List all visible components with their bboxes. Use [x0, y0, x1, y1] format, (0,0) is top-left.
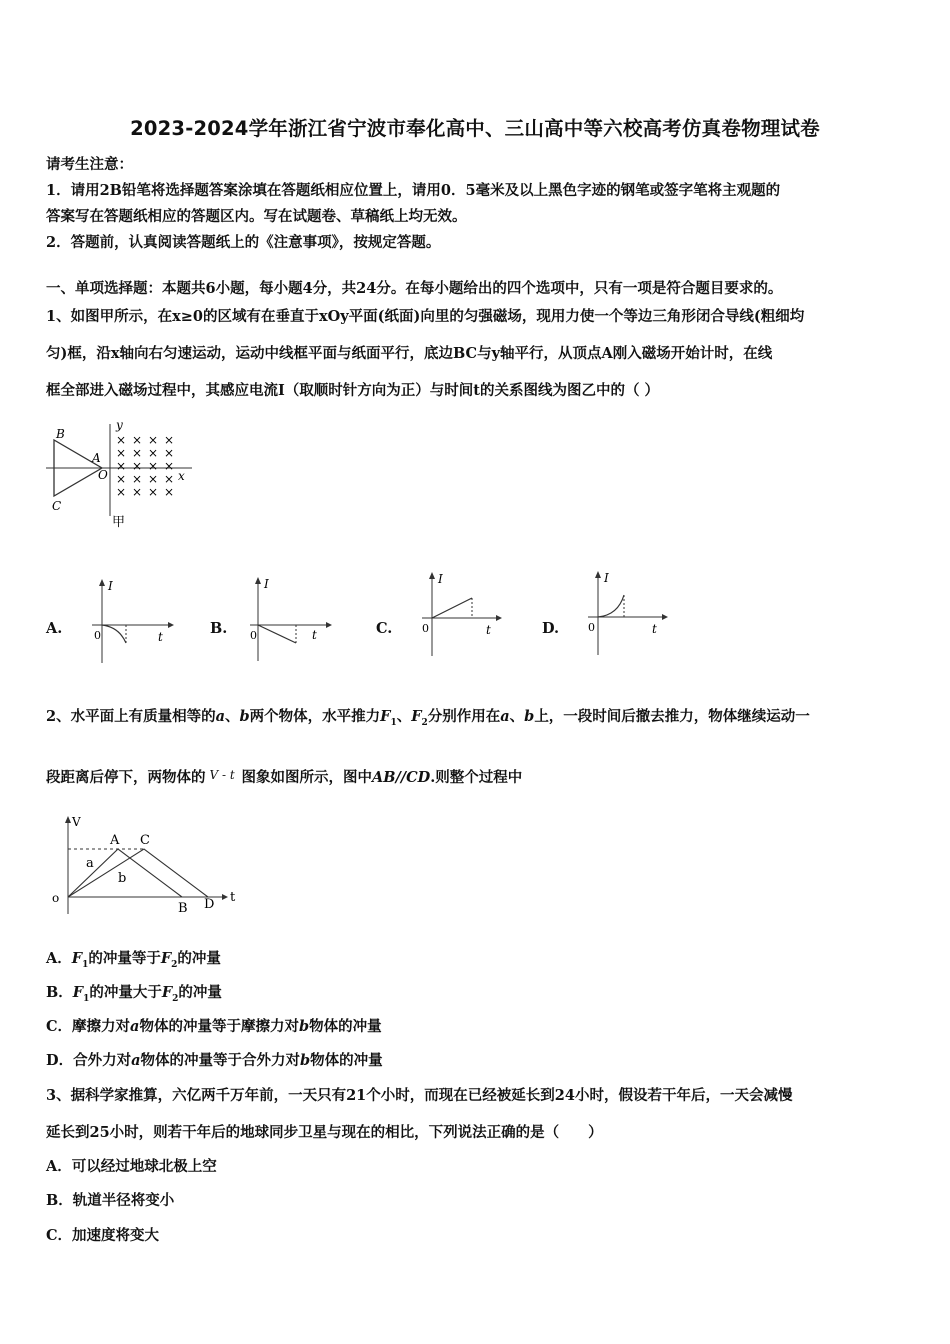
field-cross: ×: [164, 472, 175, 486]
field-cross: ×: [164, 485, 175, 499]
q1-option-c-label: C.: [376, 620, 393, 637]
svg-text:A: A: [110, 833, 120, 848]
field-cross: ×: [148, 459, 159, 473]
q3-option-c: C．加速度将变大: [46, 1227, 160, 1244]
notice-header: 请考生注意：: [46, 156, 133, 173]
q2-line-1: 2、水平面上有质量相等的a、b两个物体，水平推力$F_1$、$F_2$分别作用在a、b上，一段时间后撤去推力，物体继续运动一: [46, 708, 810, 728]
q1-line-3: 框全部进入磁场过程中，其感应电流I（取顺时针方向为正）与时间t的关系图线为图乙中的（ ）: [46, 382, 660, 399]
q1-option-d-graph: [580, 569, 670, 659]
svg-text:C: C: [140, 833, 150, 848]
q1-line-1: 1、如图甲所示，在x≥0的区域有在垂直于xOy平面(纸面)向里的匀强磁场，现用力使一个等边三角形闭合导线(粗细均: [46, 308, 805, 325]
field-cross: ×: [116, 485, 127, 499]
field-cross: ×: [132, 446, 143, 460]
field-cross: ×: [148, 433, 159, 447]
field-cross: ×: [148, 446, 159, 460]
section-heading: 一、单项选择题：本题共6小题，每小题4分，共24分。在每小题给出的四个选项中，只有一项是符合题目要求的。: [46, 280, 783, 297]
q1-figure-jia: [44, 418, 194, 533]
figure-caption: 甲: [112, 515, 126, 530]
svg-text:0: 0: [250, 629, 257, 642]
label-y: y: [116, 418, 123, 432]
svg-text:I: I: [108, 579, 113, 593]
field-cross: ×: [132, 433, 143, 447]
q3-option-a: A．可以经过地球北极上空: [46, 1158, 217, 1175]
notice-line-2: 答案写在答题纸相应的答题区内。写在试题卷、草稿纸上均无效。: [46, 208, 467, 225]
svg-text:D: D: [204, 897, 215, 912]
svg-text:a: a: [86, 856, 94, 871]
svg-text:0: 0: [588, 621, 595, 634]
field-cross: ×: [148, 472, 159, 486]
svg-text:B: B: [178, 901, 188, 916]
label-c: C: [52, 499, 62, 513]
q1-option-a-graph: [86, 577, 176, 667]
notice-line-1: 1．请用2B铅笔将选择题答案涂填在答题纸相应位置上，请用0．5毫米及以上黑色字迹的钢笔或签字笔将主观题的: [46, 182, 781, 199]
svg-text:I: I: [604, 571, 609, 585]
notice-line-3: 2．答题前，认真阅读答题纸上的《注意事项》，按规定答题。: [46, 234, 441, 251]
svg-text:o: o: [52, 891, 60, 905]
magnetic-field-crosses: [116, 433, 174, 499]
field-cross: ×: [116, 433, 127, 447]
svg-text:0: 0: [94, 629, 101, 642]
label-a: A: [92, 451, 101, 465]
q1-option-b-label: B.: [210, 620, 228, 637]
field-cross: ×: [164, 459, 175, 473]
field-cross: ×: [116, 459, 127, 473]
q1-line-2: 匀)框，沿x轴向右匀速运动，运动中线框平面与纸面平行，底边BC与y轴平行，从顶点A刚入磁场开始计时，在线: [46, 345, 773, 362]
field-cross: ×: [132, 485, 143, 499]
field-cross: ×: [132, 459, 143, 473]
field-cross: ×: [148, 485, 159, 499]
q1-option-d-label: D.: [542, 620, 560, 637]
label-o: O: [98, 468, 108, 482]
field-cross: ×: [116, 472, 127, 486]
svg-text:t: t: [486, 623, 491, 637]
svg-text:t: t: [230, 890, 236, 905]
label-b: B: [56, 427, 65, 441]
label-x: x: [178, 469, 185, 483]
svg-text:0: 0: [422, 622, 429, 635]
svg-text:V: V: [72, 815, 81, 829]
q2-option-b: B．$F_1$的冲量大于$F_2$的冲量: [46, 984, 222, 1004]
field-cross: ×: [116, 446, 127, 460]
field-cross: ×: [132, 472, 143, 486]
q3-line-2: 延长到25小时，则若干年后的地球同步卫星与现在的相比，下列说法正确的是（ ）: [46, 1124, 603, 1141]
q2-option-c: C．摩擦力对a物体的冲量等于摩擦力对b物体的冲量: [46, 1018, 382, 1035]
field-cross: ×: [164, 433, 175, 447]
field-cross: ×: [164, 446, 175, 460]
q2-vt-figure: [48, 814, 248, 918]
svg-text:I: I: [264, 577, 269, 591]
q1-option-c-graph: [414, 570, 504, 660]
q3-option-b: B．轨道半径将变小: [46, 1192, 175, 1209]
q3-line-1: 3、据科学家推算，六亿两千万年前，一天只有21个小时，而现在已经被延长到24小时，假设若干年后，一天会减慢: [46, 1087, 793, 1104]
q2-option-d: D．合外力对a物体的冲量等于合外力对b物体的冲量: [46, 1052, 383, 1069]
page-title: 2023-2024学年浙江省宁波市奉化高中、三山高中等六校高考仿真卷物理试卷: [130, 117, 820, 140]
q2-option-a: A．$F_1$的冲量等于$F_2$的冲量: [46, 950, 221, 970]
q1-option-b-graph: [246, 575, 336, 665]
q1-option-a-label: A.: [46, 620, 63, 637]
q2-line-2: 段距离后停下，两物体的 V - t 图象如图所示，图中AB//CD.则整个过程中: [46, 768, 523, 786]
svg-text:t: t: [652, 622, 657, 636]
svg-text:I: I: [438, 572, 443, 586]
svg-text:t: t: [158, 630, 163, 644]
svg-text:b: b: [118, 871, 127, 886]
svg-text:t: t: [312, 628, 317, 642]
